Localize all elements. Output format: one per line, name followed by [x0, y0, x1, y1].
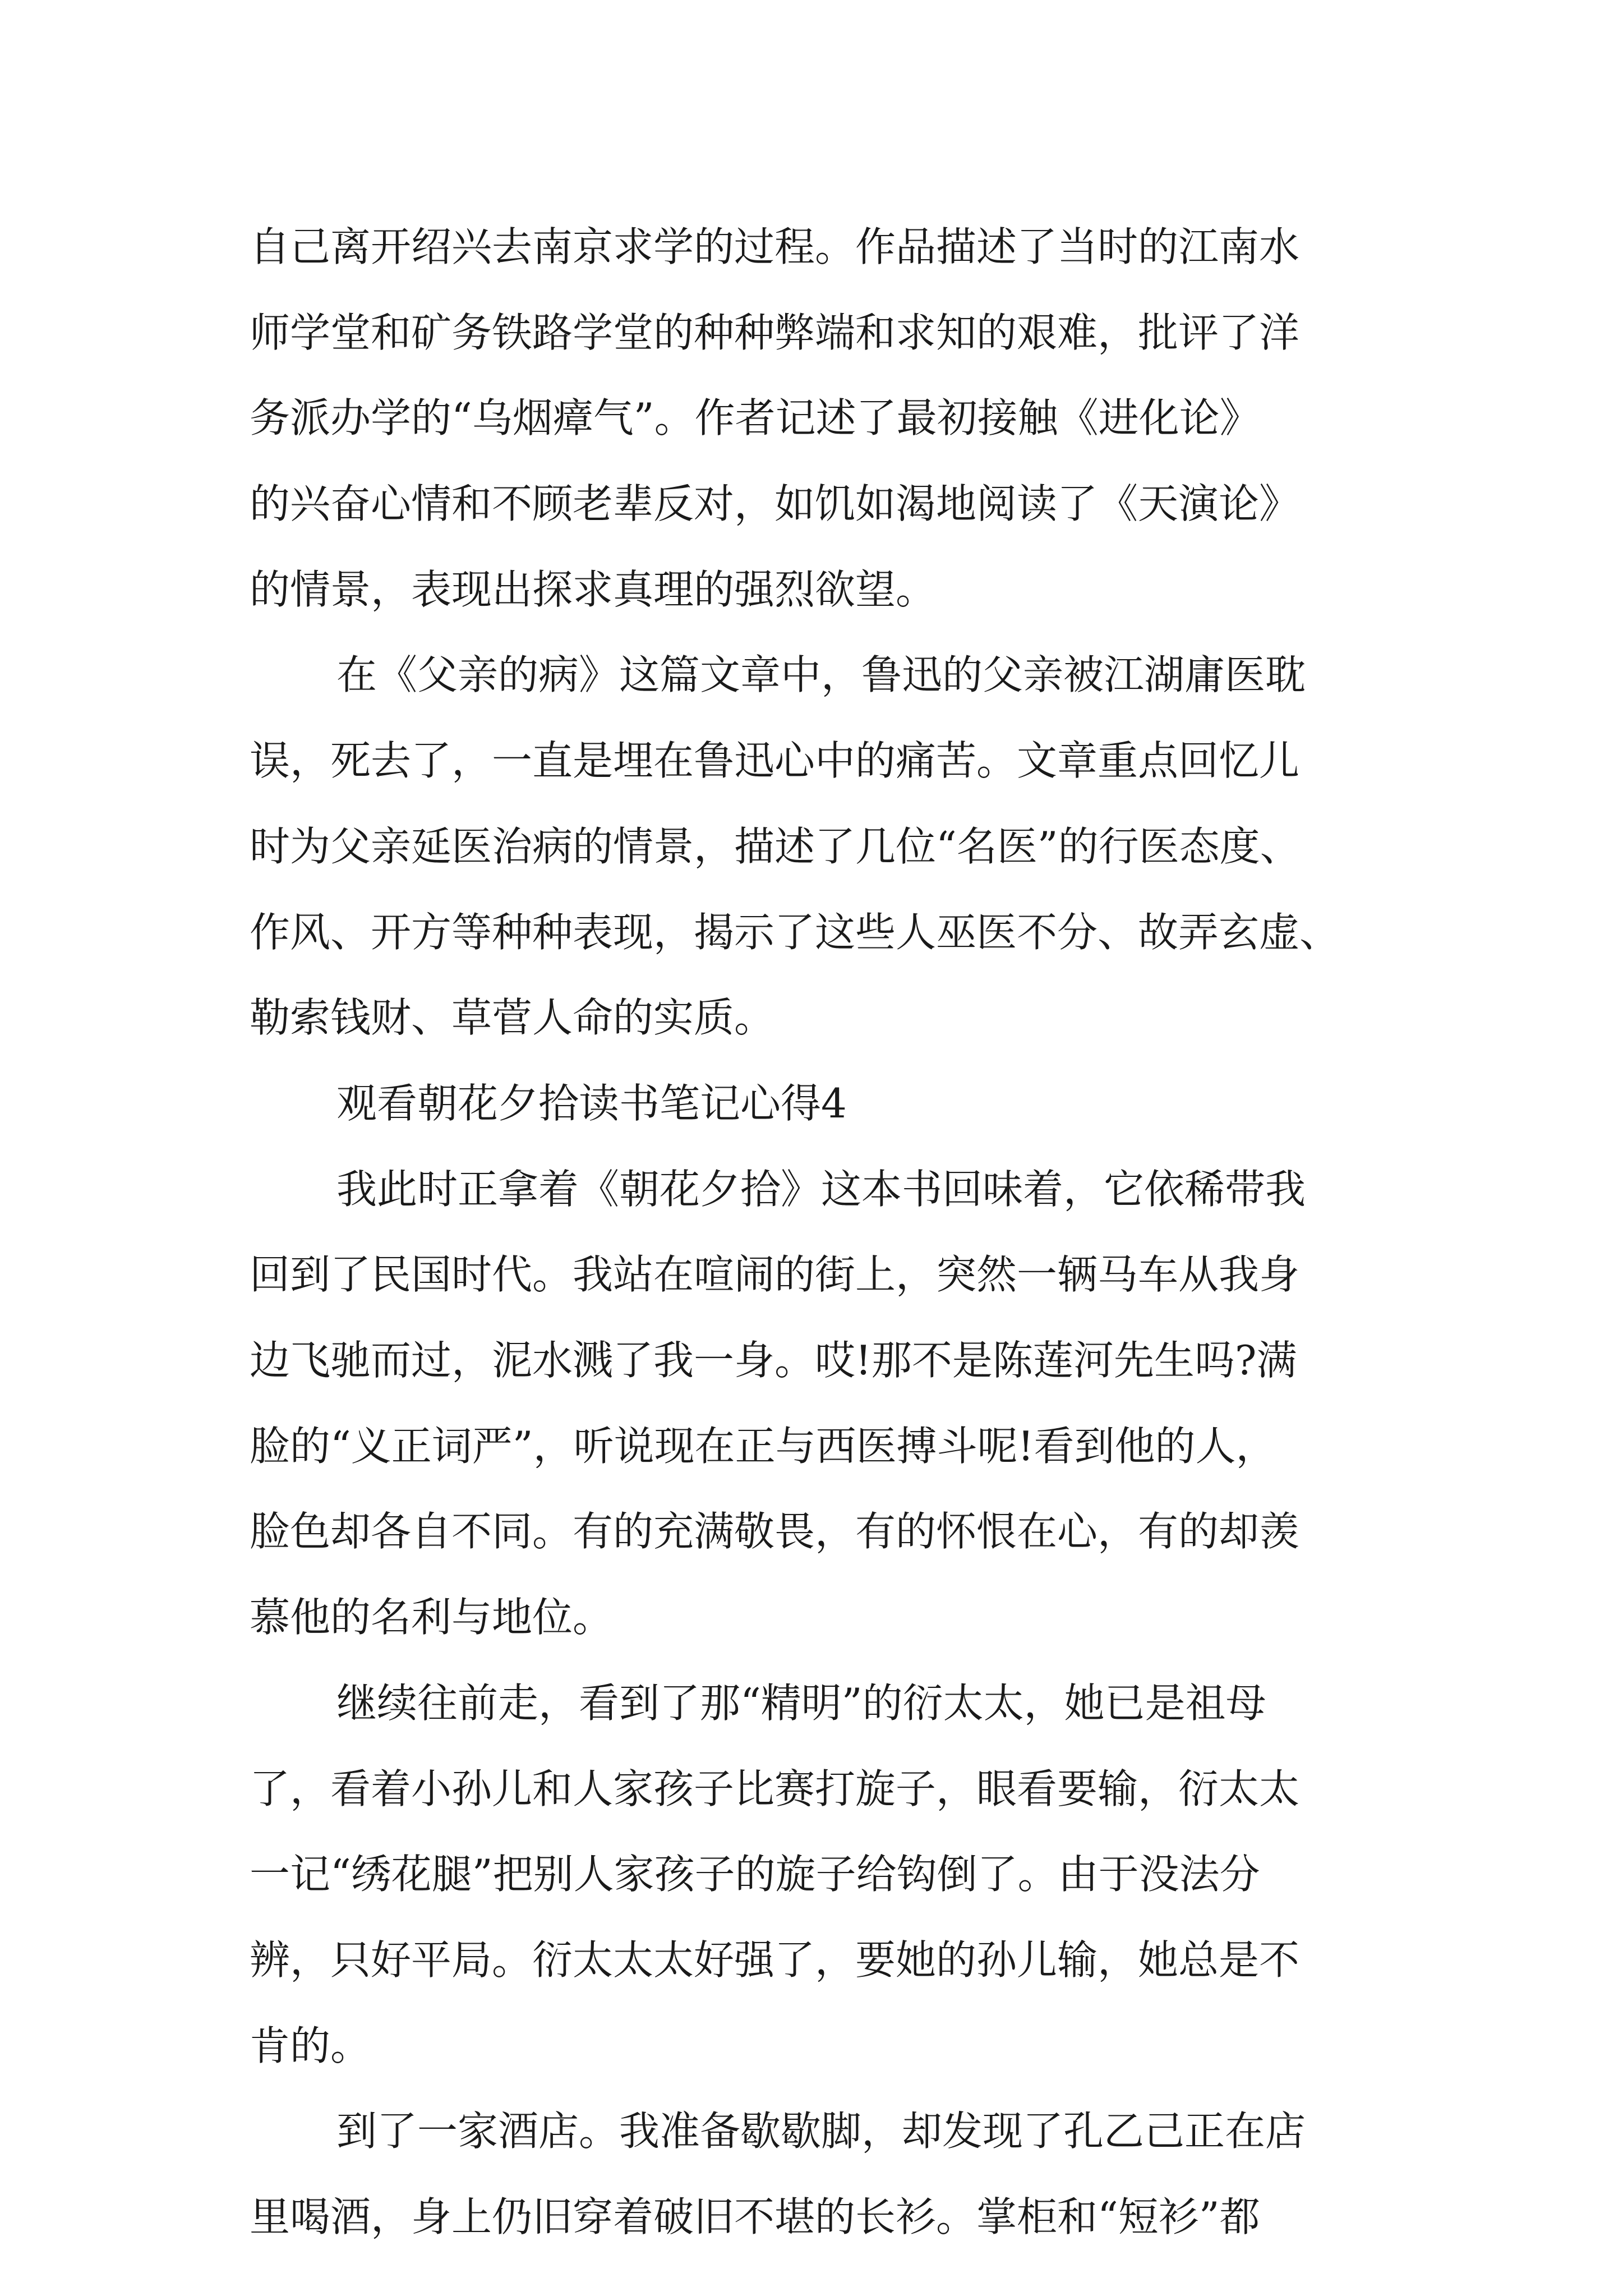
paragraph-first-line: 到了一家酒店。我准备歇歇脚，却发现了孔乙己正在店: [336, 2108, 1306, 2155]
text-line: 的兴奋心情和不顾老辈反对，如饥如渴地阅读了《天演论》: [250, 480, 1300, 527]
text-line-overflow: 里喝酒，身上仍旧穿着破旧不堪的长衫。掌柜和“短衫”都: [250, 2193, 1260, 2240]
text-line: 脸色却各自不同。有的充满敬畏，有的怀恨在心，有的却羡: [250, 1508, 1300, 1555]
text-line: 慕他的名利与地位。: [250, 1594, 614, 1641]
text-line: 辨，只好平局。衍太太太好强了，要她的孙儿输，她总是不: [250, 1936, 1300, 1984]
text-line: 边飞驰而过，泥水溅了我一身。哎!那不是陈莲河先生吗?满: [250, 1337, 1297, 1384]
text-line: 回到了民国时代。我站在喧闹的街上，突然一辆马车从我身: [250, 1251, 1300, 1298]
paragraph-first-line: 继续往前走，看到了那“精明”的衍太太，她已是祖母: [336, 1680, 1266, 1727]
text-line: 时为父亲延医治病的情景，描述了几位“名医”的行医态度、: [250, 823, 1301, 870]
text-line: 误，死去了，一直是埋在鲁迅心中的痛苦。文章重点回忆儿: [250, 737, 1300, 784]
text-line: 务派办学的“乌烟瘴气”。作者记述了最初接触《进化论》: [250, 394, 1260, 441]
text-line: 脸的“义正词严”，听说现在正与西医搏斗呢!看到他的人，: [250, 1423, 1276, 1470]
paragraph-first-line: 在《父亲的病》这篇文章中，鲁迅的父亲被江湖庸医耽: [336, 651, 1306, 698]
text-line: 作风、开方等种种表现，揭示了这些人巫医不分、故弄玄虚、: [250, 909, 1340, 956]
text-line: 师学堂和矿务铁路学堂的种种弊端和求知的艰难，批评了洋: [250, 309, 1300, 356]
section-heading: 观看朝花夕拾读书笔记心得4: [336, 1080, 847, 1127]
text-line: 肯的。: [250, 2022, 371, 2069]
text-line: 一记“绣花腿”把别人家孩子的旋子给钩倒了。由于没法分: [250, 1851, 1260, 1898]
text-line: 了，看着小孙儿和人家孩子比赛打旋子，眼看要输，衍太太: [250, 1765, 1300, 1812]
text-line: 勒索钱财、草菅人命的实质。: [250, 994, 775, 1041]
paragraph-first-line: 我此时正拿着《朝花夕拾》这本书回味着，它依稀带我: [336, 1166, 1306, 1213]
text-line: 自己离开绍兴去南京求学的过程。作品描述了当时的江南水: [250, 223, 1300, 270]
text-line: 的情景，表现出探求真理的强烈欲望。: [250, 566, 937, 613]
